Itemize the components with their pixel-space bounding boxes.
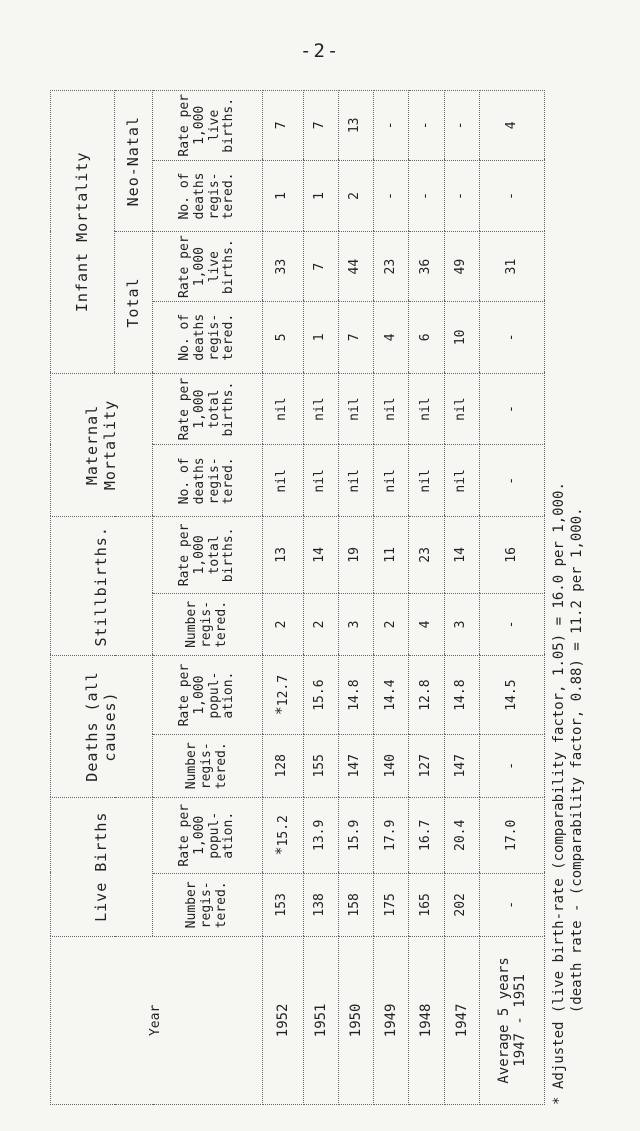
deaths-rate-cell: 14.5 — [479, 656, 544, 735]
neo-natal-rate-cell: 7 — [263, 91, 304, 161]
live-births-rate-cell: 17.9 — [374, 797, 409, 873]
live-births-number-cell: 158 — [338, 873, 373, 936]
live-births-number-cell: - — [479, 873, 544, 936]
rotated-statistics-table — [50, 90, 590, 1105]
year-cell: 1948 — [409, 936, 444, 1104]
deaths-number-header: Number regis-tered. — [153, 734, 263, 797]
neo-natal-rate-cell: - — [444, 91, 479, 161]
live-births-rate-cell: 20.4 — [444, 797, 479, 873]
stillbirths-number-cell: 2 — [263, 593, 304, 656]
page-number: -2- — [300, 40, 341, 62]
maternal-number-cell: - — [479, 445, 544, 517]
infant-total-number-cell: 5 — [263, 301, 304, 373]
deaths-number-cell: 128 — [263, 734, 304, 797]
neo-natal-number-cell: - — [409, 160, 444, 232]
deaths-rate-cell: 14.8 — [338, 656, 373, 735]
neo-natal-rate-header: Rate per 1,000 live births. — [153, 91, 263, 161]
neo-natal-number-cell: - — [374, 160, 409, 232]
maternal-number-cell: nil — [263, 445, 304, 517]
neo-natal-rate-cell: 7 — [303, 91, 338, 161]
maternal-rate-header: Rate per 1,000 total births. — [153, 373, 263, 445]
deaths-rate-value: 12.7 — [276, 674, 292, 707]
stillbirths-rate-cell: 16 — [479, 517, 544, 593]
live-births-rate-cell: 16.7 — [409, 797, 444, 873]
deaths-rate-header: Rate per 1,000 popul-ation. — [153, 656, 263, 735]
footnote-adjusted-label: Adjusted — [551, 1021, 567, 1089]
maternal-rate-cell: nil — [374, 373, 409, 445]
stillbirths-rate-header: Rate per 1,000 total births. — [153, 517, 263, 593]
deaths-header: Deaths (all causes) — [51, 656, 153, 797]
maternal-number-cell: nil — [444, 445, 479, 517]
neo-natal-rate-cell: 13 — [338, 91, 373, 161]
neo-natal-header: Neo-Natal — [115, 91, 153, 232]
year-cell: 1951 — [303, 936, 338, 1104]
maternal-number-cell: nil — [338, 445, 373, 517]
deaths-rate-cell: 14.4 — [374, 656, 409, 735]
stillbirths-rate-cell: 23 — [409, 517, 444, 593]
maternal-rate-cell: nil — [338, 373, 373, 445]
infant-total-rate-cell: 7 — [303, 232, 338, 302]
live-births-number-cell: 165 — [409, 873, 444, 936]
infant-total-rate-cell: 31 — [479, 232, 544, 302]
adjusted-star-mark: * — [272, 706, 291, 716]
infant-total-number-cell: 10 — [444, 301, 479, 373]
infant-mortality-header: Infant Mortality — [51, 91, 115, 374]
neo-natal-number-cell: - — [479, 160, 544, 232]
stillbirths-rate-cell: 11 — [374, 517, 409, 593]
neo-natal-number-cell: 1 — [303, 160, 338, 232]
infant-total-rate-cell: 33 — [263, 232, 304, 302]
stillbirths-rate-cell: 14 — [444, 517, 479, 593]
infant-total-rate-cell: 36 — [409, 232, 444, 302]
live-births-rate-cell: 15.9 — [338, 797, 373, 873]
stillbirths-number-cell: 4 — [409, 593, 444, 656]
table-row — [444, 91, 479, 1105]
deaths-number-cell: 140 — [374, 734, 409, 797]
neo-natal-rate-cell: - — [374, 91, 409, 161]
live-births-number-cell: 138 — [303, 873, 338, 936]
infant-total-number-cell: 1 — [303, 301, 338, 373]
deaths-rate-cell: 14.8 — [444, 656, 479, 735]
deaths-rate-cell: 15.6 — [303, 656, 338, 735]
year-cell: 1950 — [338, 936, 373, 1104]
table-row — [338, 91, 373, 1105]
year-cell: 1947 — [444, 936, 479, 1104]
stillbirths-number-header: Number regis-tered. — [153, 593, 263, 656]
infant-total-rate-cell: 23 — [374, 232, 409, 302]
stillbirths-number-cell: - — [479, 593, 544, 656]
neo-natal-number-cell: 1 — [263, 160, 304, 232]
live-births-number-cell: 202 — [444, 873, 479, 936]
maternal-mortality-header: Maternal Mortality — [51, 373, 153, 517]
neo-natal-rate-cell: - — [409, 91, 444, 161]
deaths-number-cell: 147 — [444, 734, 479, 797]
infant-total-number-cell: 6 — [409, 301, 444, 373]
average-label-cell: Average 5 years 1947 - 1951 — [479, 936, 544, 1104]
deaths-number-cell: 147 — [338, 734, 373, 797]
stillbirths-rate-cell: 13 — [263, 517, 304, 593]
year-cell: 1949 — [374, 936, 409, 1104]
footnote-line-1: (live birth-rate (comparability factor, 1.05) = 16.0 per 1,000. — [551, 482, 567, 1014]
live-births-number-cell: 153 — [263, 873, 304, 936]
stillbirths-number-cell: 3 — [338, 593, 373, 656]
maternal-rate-cell: nil — [444, 373, 479, 445]
table-row — [263, 91, 304, 1105]
table-row — [303, 91, 338, 1105]
deaths-rate-cell — [263, 656, 304, 735]
infant-total-rate-cell: 49 — [444, 232, 479, 302]
stillbirths-header: Stillbirths. — [51, 517, 153, 656]
maternal-rate-cell: nil — [263, 373, 304, 445]
infant-total-number-header: No. of deaths regis-tered. — [153, 301, 263, 373]
maternal-number-cell: nil — [409, 445, 444, 517]
stillbirths-number-cell: 2 — [303, 593, 338, 656]
vital-statistics-table — [50, 90, 545, 1105]
deaths-number-cell: - — [479, 734, 544, 797]
neo-natal-rate-cell: 4 — [479, 91, 544, 161]
live-births-rate-value: 15.2 — [276, 815, 292, 847]
live-births-rate-cell: 13.9 — [303, 797, 338, 873]
year-header: Year — [51, 936, 263, 1104]
neo-natal-number-header: No. of deaths regis-tered. — [153, 160, 263, 232]
neo-natal-number-cell: - — [444, 160, 479, 232]
adjusted-star-mark: * — [272, 846, 291, 856]
neo-natal-number-cell: 2 — [338, 160, 373, 232]
infant-total-rate-header: Rate per 1,000 live births. — [153, 232, 263, 302]
infant-total-header: Total — [115, 232, 153, 373]
live-births-number-cell: 175 — [374, 873, 409, 936]
live-births-rate-header: Rate per 1,000 popul-ation. — [153, 797, 263, 873]
maternal-rate-cell: nil — [409, 373, 444, 445]
infant-total-number-cell: - — [479, 301, 544, 373]
stillbirths-number-cell: 3 — [444, 593, 479, 656]
footnote-star-mark: * — [551, 1096, 567, 1105]
infant-total-rate-cell: 44 — [338, 232, 373, 302]
infant-total-number-cell: 7 — [338, 301, 373, 373]
maternal-number-cell: nil — [374, 445, 409, 517]
adjusted-rates-footnote — [550, 482, 586, 1105]
live-births-number-header: Number regis-tered. — [153, 873, 263, 936]
table-row — [409, 91, 444, 1105]
maternal-number-cell: nil — [303, 445, 338, 517]
maternal-rate-cell: - — [479, 373, 544, 445]
year-cell: 1952 — [263, 936, 304, 1104]
stillbirths-number-cell: 2 — [374, 593, 409, 656]
live-births-rate-cell — [263, 797, 304, 873]
maternal-number-header: No. of deaths regis-tered. — [153, 445, 263, 517]
table-row — [374, 91, 409, 1105]
footnote-line-2: (death rate - (comparability factor, 0.88) = 11.2 per 1,000. — [569, 507, 585, 1014]
deaths-rate-cell: 12.8 — [409, 656, 444, 735]
stillbirths-rate-cell: 19 — [338, 517, 373, 593]
deaths-number-cell: 127 — [409, 734, 444, 797]
live-births-header: Live Births — [51, 797, 153, 936]
stillbirths-rate-cell: 14 — [303, 517, 338, 593]
infant-total-number-cell: 4 — [374, 301, 409, 373]
table-row-average — [479, 91, 544, 1105]
maternal-rate-cell: nil — [303, 373, 338, 445]
live-births-rate-cell: 17.0 — [479, 797, 544, 873]
deaths-number-cell: 155 — [303, 734, 338, 797]
